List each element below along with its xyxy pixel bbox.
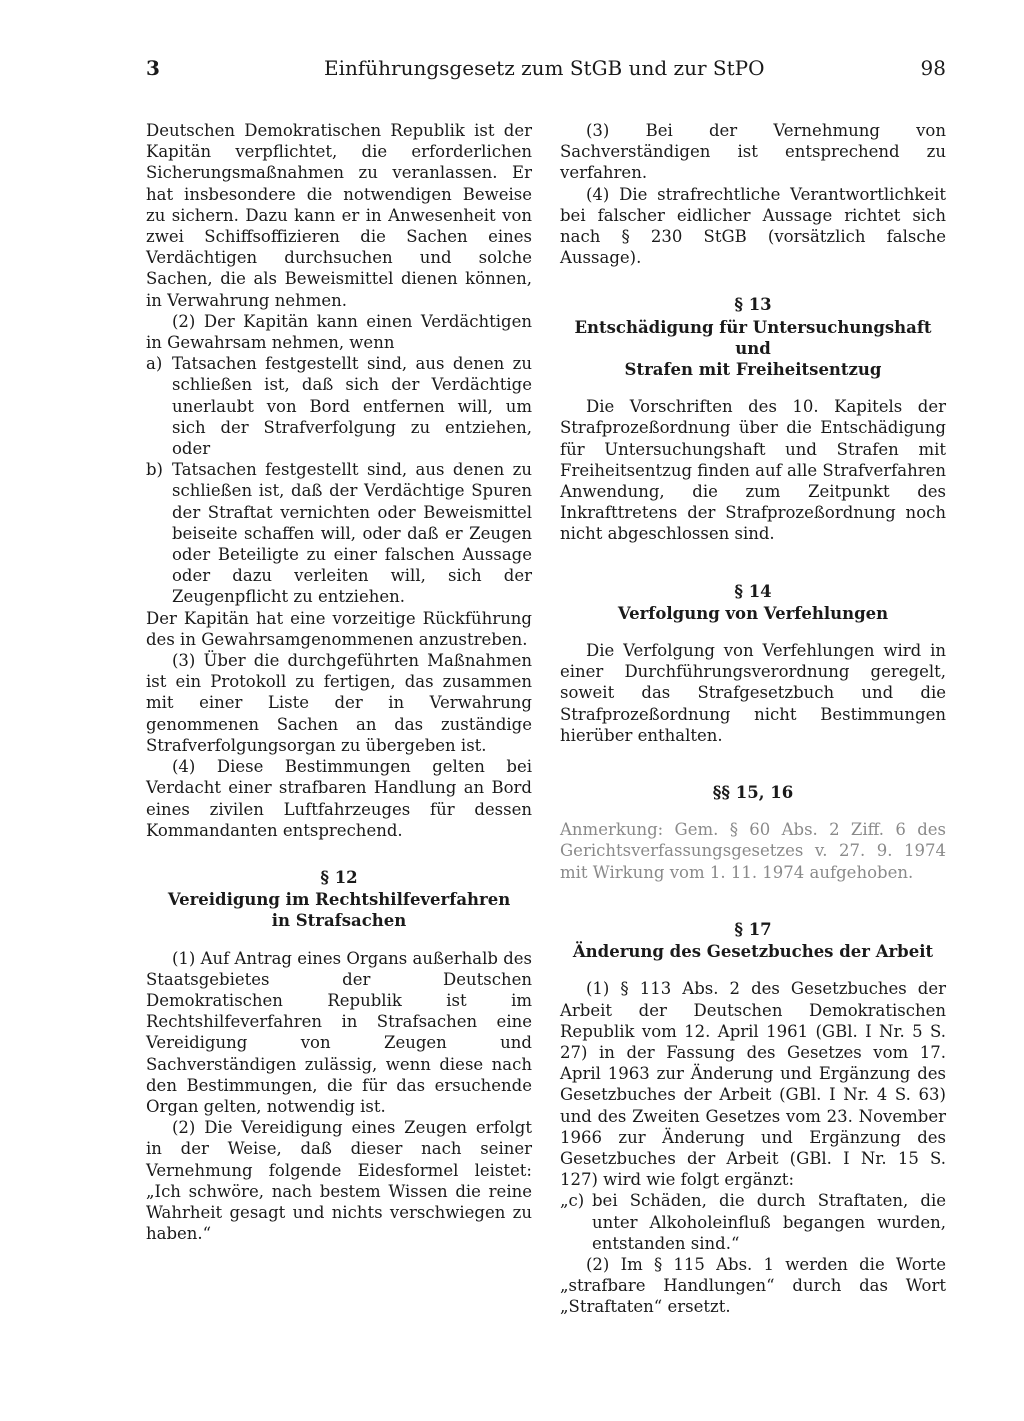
- section-number: § 13: [734, 295, 772, 315]
- section-title: Änderung des Gesetzbuches der Arbeit: [572, 942, 934, 962]
- paragraph: Deutschen Demokratischen Republik ist der Kapitän verpflichtet, die erforderlichen Sicherungsmaßnahmen zu veranlassen. Er hat insbesondere die notwendigen Beweise zu sichern. Dazu kann er in Anwesenheit von zwei Schiffsoffizieren die Sachen eines Verdächtigen durchsuchen und solche Sachen, die als Beweismittel dienen können, in Verwahrung nehmen.: [146, 121, 532, 310]
- paragraph: (2) Im § 115 Abs. 1 werden die Worte „strafbare Handlungen“ durch das Wort „Straftaten“ ersetzt.: [560, 1254, 946, 1317]
- list-item: [146, 459, 532, 607]
- section-number: § 12: [320, 867, 358, 887]
- section-title: Verfolgung von Verfehlungen: [617, 603, 889, 623]
- section-title: Strafen mit Freiheitsentzug: [624, 360, 882, 380]
- section-number: § 17: [734, 919, 772, 939]
- left-column: [146, 120, 532, 1244]
- running-title: Einführungsgesetz zum StGB und zur StPO: [324, 56, 765, 80]
- paragraph: (4) Die strafrechtliche Verantwortlichkeit bei falscher eidlicher Aussage richtet sich nach § 230 StGB (vorsätzlich falsche Aussage).: [560, 184, 946, 268]
- right-column: [560, 120, 946, 1318]
- list-item-label: „c): [560, 1191, 585, 1211]
- paragraph: Der Kapitän hat eine vorzeitige Rückführung des in Gewahrsamgenommenen anzustreben.: [146, 608, 532, 649]
- paragraph: (2) Der Kapitän kann einen Verdächtigen in Gewahrsam nehmen, wenn: [146, 311, 532, 353]
- list-item-label: b): [146, 460, 163, 480]
- section-number: § 14: [734, 581, 772, 601]
- list-item: [560, 1190, 946, 1254]
- paragraph: (2) Die Vereidigung eines Zeugen erfolgt in der Weise, daß dieser nach seiner Vernehmung folgende Eidesformel leistet: „Ich schwöre, nach bestem Wissen die reine Wahrheit gesagt und nichts verschwiegen zu haben.“: [146, 1118, 532, 1244]
- list-item: [146, 353, 532, 459]
- chapter-number: 3: [146, 56, 160, 80]
- annotation-note: Anmerkung: Gem. § 60 Abs. 2 Ziff. 6 des Gerichtsverfassungsgesetzes v. 27. 9. 1974 mit Wirkung vom 1. 11. 1974 aufgehoben.: [560, 820, 946, 882]
- list-item-label: a): [146, 354, 163, 374]
- paragraph: Die Vorschriften des 10. Kapitels der Strafprozeßordnung über die Entschädigung für Untersuchungshaft und Strafen mit Freiheitsentzug finden auf alle Strafverfahren Anwendung, die zum Zeitpunkt des Inkrafttretens der Strafprozeßordnung noch nicht abgeschlossen sind.: [560, 397, 946, 544]
- paragraph: (4) Diese Bestimmungen gelten bei Verdacht einer strafbaren Handlung an Bord eines zivilen Luftfahrzeuges für dessen Kommandanten entsprechend.: [146, 757, 532, 840]
- list-item-text: Tatsachen festgestellt sind, aus denen zu schließen ist, daß der Verdächtige Spuren der Straftat vernichten oder Beweismittel beiseite schaffen will, oder daß er Zeugen oder Beteiligte zu einer falschen Aussage oder dazu verleiten will, sich der Zeugenpflicht zu entziehen.: [172, 460, 532, 607]
- paragraph: (3) Bei der Vernehmung von Sachverständigen ist entsprechend zu verfahren.: [560, 121, 946, 183]
- section-title: in Strafsachen: [271, 911, 407, 931]
- paragraph: (3) Über die durchgeführten Maßnahmen ist ein Protokoll zu fertigen, das zusammen mit einer Liste der in Verwahrung genommenen Sachen an das zuständige Strafverfolgungsorgan zu übergeben ist.: [146, 651, 532, 755]
- list-item-text: bei Schäden, die durch Straftaten, die unter Alkoholeinfluß begangen wurden, entstanden sind.“: [592, 1191, 946, 1253]
- page-number: 98: [920, 56, 946, 80]
- section-title: Entschädigung für Untersuchungshaft und: [574, 317, 932, 358]
- list-item-text: Tatsachen festgestellt sind, aus denen zu schließen ist, daß sich der Verdächtige unerlaubt von Bord entfernen will, um sich der Strafverfolgung zu entziehen, oder: [172, 354, 532, 459]
- section-title: Vereidigung im Rechtshilfeverfahren: [167, 890, 511, 910]
- section-number: §§ 15, 16: [712, 783, 794, 803]
- paragraph: Die Verfolgung von Verfehlungen wird in einer Durchführungsverordnung geregelt, soweit das Strafgesetzbuch und die Strafprozeßordnung nicht Bestimmungen hierüber enthalten.: [560, 641, 946, 745]
- paragraph: (1) § 113 Abs. 2 des Gesetzbuches der Arbeit der Deutschen Demokratischen Republik vom 12. April 1961 (GBl. I Nr. 5 S. 27) in der Fassung des Gesetzes vom 17. April 1963 zur Änderung und Ergänzung des Gesetzbuches der Arbeit (GBl. I Nr. 4 S. 63) und des Zweiten Gesetzes vom 23. November 1966 zur Änderung und Ergänzung des Gesetzbuches der Arbeit (GBl. I Nr. 15 S. 127) wird wie folgt ergänzt:: [560, 979, 946, 1190]
- paragraph: (1) Auf Antrag eines Organs außerhalb des Staatsgebietes der Deutschen Demokratischen Republik ist im Rechtshilfeverfahren in Strafsachen eine Vereidigung von Zeugen und Sachverständigen zulässig, wenn diese nach den Bestimmungen, die für das ersuchende Organ gelten, notwendig ist.: [146, 948, 532, 1116]
- page-header: [146, 56, 946, 90]
